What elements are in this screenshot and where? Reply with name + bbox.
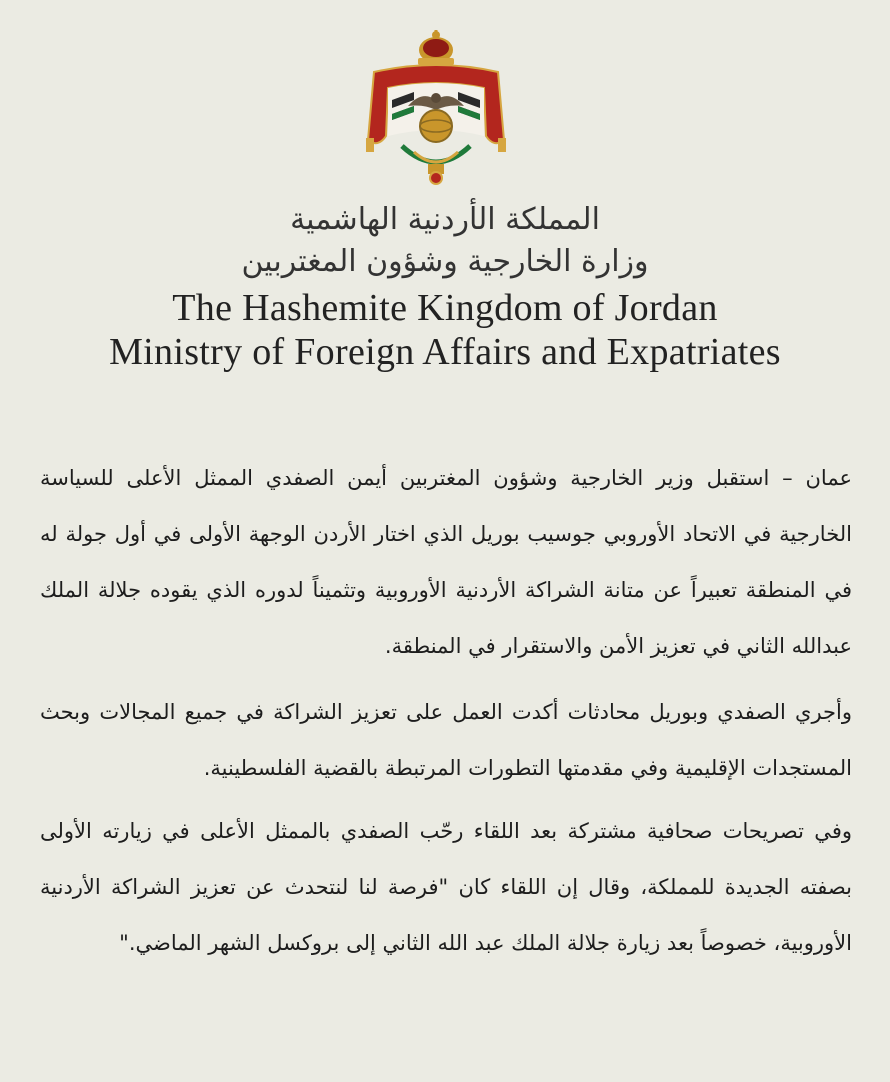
body-paragraph-1: عمان – استقبل وزير الخارجية وشؤون المغتربين أيمن الصفدي الممثل الأعلى للسياسة الخارجية في الاتحاد الأوروبي جوسيب بوريل الذي اختار الأردن الوجهة الأولى في أول جولة له في المنطقة تعبيراً عن متانة الشراكة الأردنية الأوروبية وتثميناً لدوره الذي يقوده جلالة الملك عبدالله الثاني في تعزيز الأمن والاستقرار في المنطقة. [40,466,852,658]
jordan-coat-of-arms-icon [344,28,528,186]
arabic-ministry-title: وزارة الخارجية وشؤون المغتربين [241,244,649,279]
arabic-kingdom-title: المملكة الأردنية الهاشمية [290,202,600,237]
body-paragraph-2: وأجري الصفدي وبوريل محادثات أكدت العمل على تعزيز الشراكة في جميع المجالات وبحث المستجدات الإقليمية وفي مقدمتها التطورات المرتبطة بالقضية الفلسطينية. [40,700,852,780]
english-kingdom-title: The Hashemite Kingdom of Jordan [172,287,718,329]
crown-icon [418,30,454,65]
body-paragraph-3: وفي تصريحات صحافية مشتركة بعد اللقاء رحّب الصفدي بالممثل الأعلى في زيارته الأولى بصفته الجديدة للمملكة، وقال إن اللقاء كان "فرصة لنا لنتحدث عن تعزيز الشراكة الأردنية الأوروبية، خصوصاً بعد زيارة جلالة الملك عبد الله الثاني إلى بروكسل الشهر الماضي." [40,819,852,955]
english-ministry-title: Ministry of Foreign Affairs and Expatriates [109,331,781,373]
